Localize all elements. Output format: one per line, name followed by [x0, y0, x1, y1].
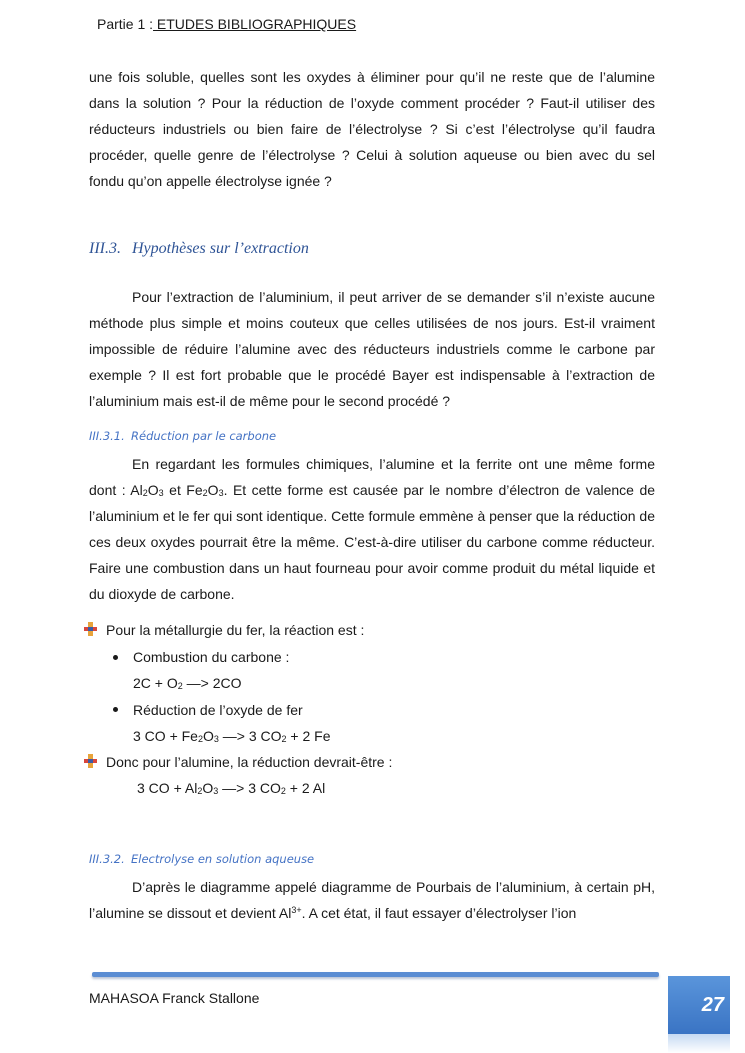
equation-alumina-reduction: 3 CO + $Al_2O_3$ —> 3 $CO_2 + 2$ Al: [137, 780, 326, 796]
subsection-title: Réduction par le carbone: [131, 429, 277, 443]
section-title: Hypothèses sur l’extraction: [132, 240, 309, 257]
header-section-title: ETUDES BIBLIOGRAPHIQUES: [153, 16, 357, 32]
aqueous-electrolysis-paragraph: D’après le diagramme appelé diagramme de Pourbais de l’aluminium, à certain pH, l’alumine se dissout et devient $Al^{3+}$. A cet état, il faut essayer d’électrolyser l’ion: [89, 879, 655, 921]
subsection-number: III.3.2.: [89, 852, 125, 866]
page-number: 27: [701, 994, 724, 1016]
page-header: [97, 16, 356, 32]
section-number: III.3.: [89, 240, 121, 257]
arrow-bullet-icon: [84, 754, 97, 768]
section-heading-III-3: [89, 240, 309, 258]
arrow-bullet-icon: [84, 622, 97, 636]
list-item-iron-oxide-reduction: Réduction de l’oxyde de fer: [133, 702, 303, 718]
subsection-number: III.3.1.: [89, 429, 125, 443]
footer-divider: [92, 972, 659, 977]
bullet-dot: [113, 707, 118, 712]
list-item-carbon-combustion: Combustion du carbone :: [133, 649, 290, 665]
carbon-reduction-paragraph: En regardant les formules chimiques, l’alumine et la ferrite ont une même forme dont : $Al_2O_3$ et $Fe_2O_3$. Et cette forme est causée par le nombre d’électron de valence de l’aluminium et le fer qui sont identique. Cette formule emmène à penser que la réduction de ces deux oxydes pourrait être la même. C’est-à-dire utiliser du carbone comme réducteur. Faire une combustion dans un haut fourneau pour avoir comme produit du métal liquide et du dioxyde de carbone.: [89, 456, 656, 602]
subsection-heading-III-3-1: [89, 429, 276, 443]
intro-paragraph: une fois soluble, quelles sont les oxydes à éliminer pour qu’il ne reste que de l’alumine dans la solution ? Pour la réduction de l’oxyde comment procéder ? Faut-il utiliser des réducteurs industriels ou bien faire de l’électrolyse ? Si c’est l’électrolyse qu’il faudra procéder, quelle genre de l’électrolyse ? Celui à solution aqueuse ou bien avec du sel fondu qu’on appelle électrolyse ignée ?: [89, 69, 655, 189]
equation-iron-oxide-reduction: 3 CO + $Fe_2O_3$ —> 3 $CO_2 + 2$ Fe: [133, 728, 331, 744]
page-number-reflection: [668, 1034, 730, 1053]
extraction-hypotheses-paragraph: Pour l’extraction de l’aluminium, il peut arriver de se demander s’il n’existe aucune méthode plus simple et moins couteux que celles utilisées de nos jours. Est-il vraiment impossible de réduire l’alumine avec des réducteurs industriels comme le carbone par exemple ? Il est fort probable que le procédé Bayer est indispensable à l’extraction de l’aluminium mais est-il de même pour le second procédé ?: [89, 289, 655, 409]
subsection-title: Electrolyse en solution aqueuse: [131, 852, 315, 866]
equation-carbon-combustion: $2C + O_2$ —> 2CO: [133, 675, 242, 691]
list-item-iron-metallurgy: Pour la métallurgie du fer, la réaction est :: [106, 622, 365, 638]
subsection-heading-III-3-2: [89, 852, 314, 866]
bullet-dot: [113, 655, 118, 660]
page-number-box: [668, 976, 730, 1034]
footer-author: MAHASOA Franck Stallone: [89, 990, 260, 1006]
header-part-label: Partie 1 :: [97, 16, 154, 32]
list-item-alumina-reduction: Donc pour l’alumine, la réduction devrait-être :: [106, 754, 393, 770]
